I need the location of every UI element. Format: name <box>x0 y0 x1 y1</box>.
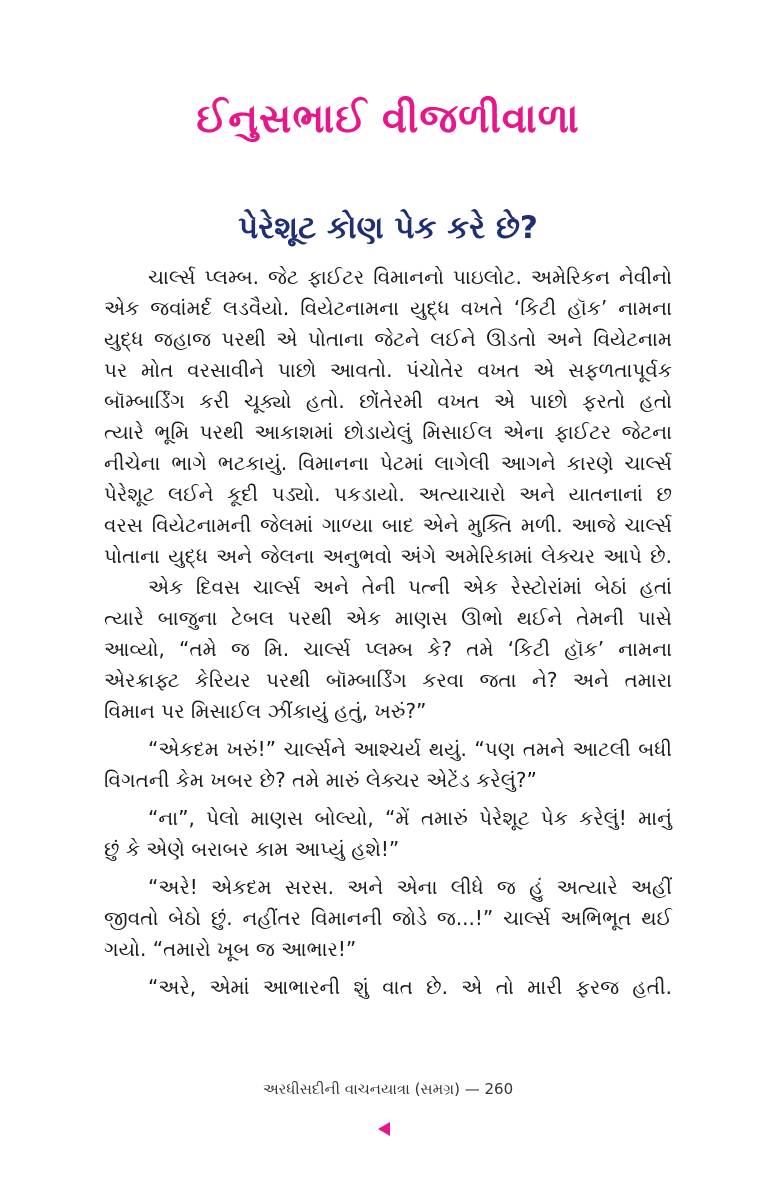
chapter-title: પેરેશૂટ કોણ પેક કરે છે? <box>238 210 538 246</box>
paragraph <box>104 734 672 796</box>
text-line: ત્યારે ભૂમિ પરથી આકાશમાં છોડાયેલું મિસાઈલ એના ફાઈટર જેટના <box>104 420 672 444</box>
text-line: એક જવાંમર્દ લડવૈયો. વિયેટનામના યુદ્ધ વખતે ‘કિટી હૉક’ નામના <box>104 296 672 320</box>
text-line: આવ્યો, “તમે જ મિ. ચાર્લ્સ પ્લમ્બ કે? તમે ‘કિટી હૉક’ નામના <box>104 637 672 661</box>
page-footer: અરધીસદીની વાચનયાત્રા (સમગ્ર) — 260 <box>262 1080 514 1098</box>
text-line: “ના”, પેલો માણસ બોલ્યો, “મેં તમારું પેરેશૂટ પેક કરેલું! માનું <box>148 806 672 830</box>
text-line: પર મોત વરસાવીને પાછો આવતો. પંચોતેર વખત એ સફળતાપૂર્વક <box>104 358 672 382</box>
paragraph <box>104 872 672 965</box>
text-line: યુદ્ધ જહાજ પરથી એ પોતાના જેટને લઈને ઊડતો અને વિયેટનામ <box>104 327 672 351</box>
text-line: ચાર્લ્સ પ્લમ્બ. જેટ ફાઈટર વિમાનનો પાઇલોટ. અમેરિકન નેવીનો <box>148 265 672 289</box>
text-line: “એકદમ ખરું!” ચાર્લ્સને આશ્ચર્ય થયું. “પણ તમને આટલી બધી <box>148 737 672 761</box>
text-line: નીચેના ભાગે ભટકાયું. વિમાનના પેટમાં લાગેલી આગને કારણે ચાર્લ્સ <box>104 451 672 475</box>
text-line: પેરેશૂટ લઈને કૂદી પડ્યો. પકડાયો. અત્યાચારો અને યાતનાનાં છ <box>104 482 672 506</box>
text-line: “અરે, એમાં આભારની શું વાત છે. એ તો મારી ફરજ હતી. <box>148 975 672 999</box>
paragraph <box>104 972 672 1003</box>
text-line: પોતાના યુદ્ધ અને જેલના અનુભવો અંગે અમેરિકામાં લેક્ચર આપે છે. <box>104 544 672 568</box>
paragraph <box>104 262 672 572</box>
text-line: છું કે એણે બરાબર કામ આપ્યું હશે!” <box>104 837 400 861</box>
paragraph <box>104 572 672 727</box>
story-body <box>104 262 672 1003</box>
text-line: વિગતની કેમ ખબર છે? તમે મારું લેક્ચર એટેંડ કરેલું?” <box>104 768 537 792</box>
paragraph <box>104 803 672 865</box>
text-line: વરસ વિયેટનામની જેલમાં ગાળ્યા બાદ એને મુક્તિ મળી. આજે ચાર્લ્સ <box>104 513 672 537</box>
text-line: એક દિવસ ચાર્લ્સ અને તેની પત્ની એક રેસ્ટોરાંમાં બેઠાં હતાં <box>148 575 672 599</box>
left-triangle-icon[interactable] <box>378 1122 390 1136</box>
text-line: એરક્રાફ્ટ કેરિયર પરથી બૉમ્બાર્ડિંગ કરવા જતા ને? અને તમારા <box>104 668 672 692</box>
text-line: ત્યારે બાજુના ટેબલ પરથી એક માણસ ઊભો થઈને તેમની પાસે <box>104 606 672 630</box>
text-line: વિમાન પર મિસાઈલ ઝીંકાયું હતું, ખરું?” <box>104 699 427 723</box>
text-line: ગયો. “તમારો ખૂબ જ આભાર!” <box>104 937 357 961</box>
text-line: “અરે! એકદમ સરસ. અને એના લીધે જ હું અત્યારે અહીં <box>148 875 672 899</box>
text-line: જીવતો બેઠો છું. નહીંતર વિમાનની જોડે જ...!” ચાર્લ્સ અભિભૂત થઈ <box>104 906 672 930</box>
author-name: ઈનુસભાઈ વીજળીવાળા <box>196 96 580 142</box>
text-line: બૉમ્બાર્ડિંગ કરી ચૂક્યો હતો. છોંતેરમી વખત એ પાછો ફરતો હતો <box>104 389 672 413</box>
